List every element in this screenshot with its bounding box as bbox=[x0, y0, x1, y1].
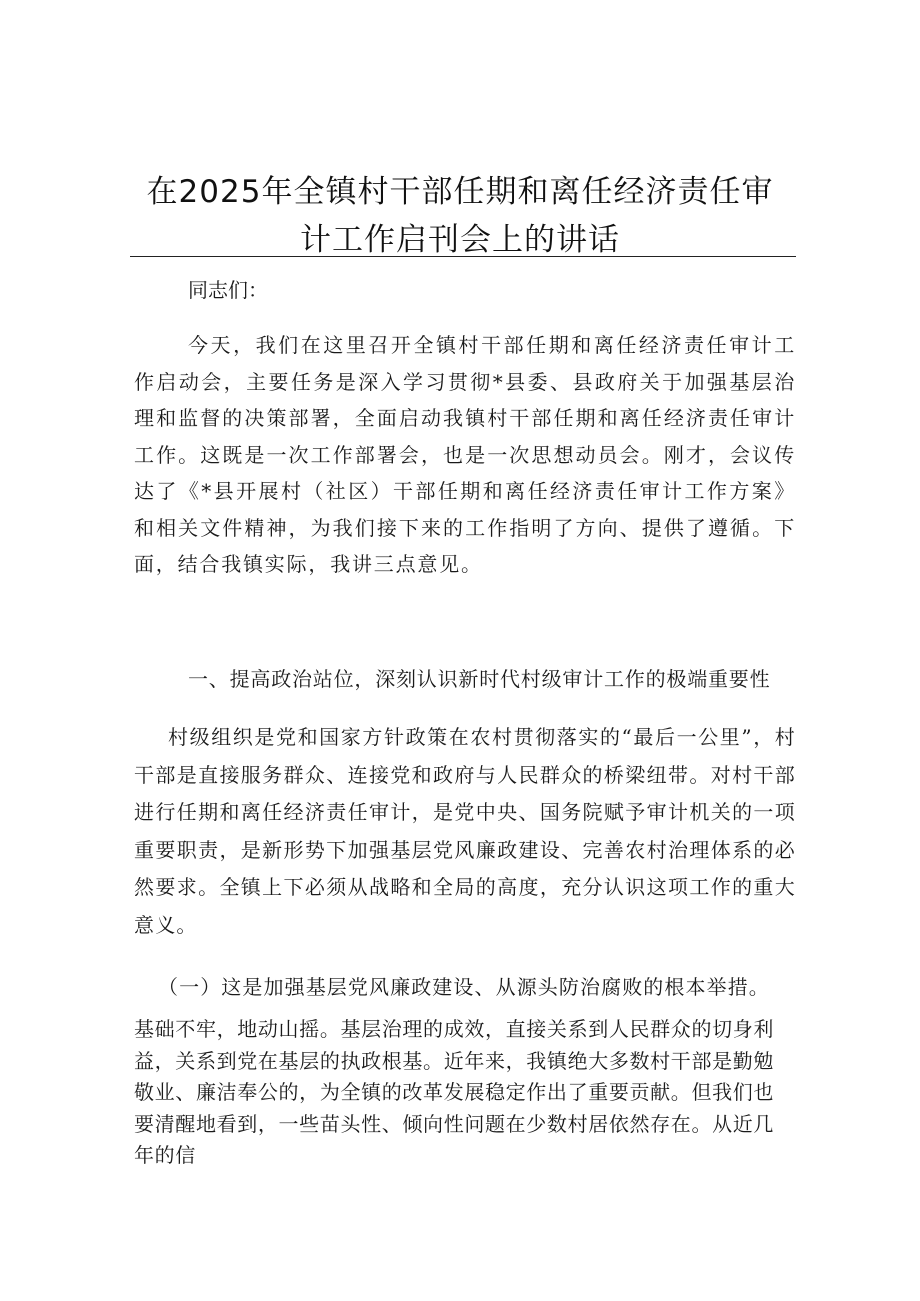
paragraph-section-1: 村级组织是党和国家方针政策在农村贯彻落实的“最后一公里”，村干部是直接服务群众、连接党和政府与人民群众的桥梁纽带。对村干部进行任期和离任经济责任审计，是党中央、国务院赋予审计机关的一项重要职责，是新形势下加强基层党风廉政建设、完善农村治理体系的必然要求。全镇上下必须从战略和全局的高度，充分认识这项工作的重大意义。 bbox=[134, 725, 796, 937]
salutation: 同志们： bbox=[188, 278, 268, 302]
document-title-line-2: 计工作启刊会上的讲话 bbox=[300, 222, 620, 258]
paragraph-opening: 今天，我们在这里召开全镇村干部任期和离任经济责任审计工作启动会，主要任务是深入学习贯彻*县委、县政府关于加强基层治理和监督的决策部署，全面启动我镇村干部任期和离任经济责任审计工作。这既是一次工作部署会，也是一次思想动员会。刚才，会议传达了《*县开展村（社区）干部任期和离任经济责任审计工作方案》和相关文件精神，为我们接下来的工作指明了方向、提供了遵循。下面，结合我镇实际，我讲三点意见。 bbox=[134, 333, 796, 576]
section-heading-1: 一、提高政治站位，深刻认识新时代村级审计工作的极端重要性 bbox=[188, 667, 771, 691]
subsection-heading-1: （一）这是加强基层党风廉政建设、从源头防治腐败的根本举措。 bbox=[158, 975, 770, 999]
title-underline-divider bbox=[130, 256, 796, 257]
paragraph-subsection-1: 基础不牢，地动山摇。基层治理的成效，直接关系到人民群众的切身利益，关系到党在基层的执政根基。近年来，我镇绝大多数村干部是勤勉敬业、廉洁奉公的，为全镇的改革发展稳定作出了重要贡献。但我们也要清醒地看到，一些苗头性、倾向性问题在少数村居依然存在。从近几年的信 bbox=[134, 1017, 774, 1167]
document-title-line-1: 在2025年全镇村干部任期和离任经济责任审 bbox=[146, 174, 774, 210]
